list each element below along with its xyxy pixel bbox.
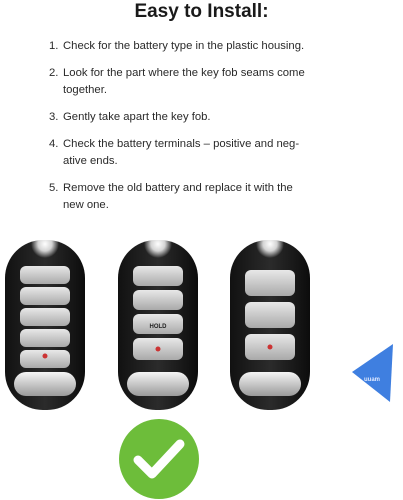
step-item-5 [49,180,349,214]
key-fob-5-button [5,232,85,410]
step-number: 1. [49,40,59,52]
step-text-continued: together. [63,84,107,96]
step-number: 2. [49,67,59,79]
step-item-3 [49,109,349,126]
checkmark-icon [118,418,200,500]
step-number: 5. [49,182,59,194]
key-fob-4-button [118,232,198,410]
pry-tool-brand: uuam [363,377,381,383]
key-fob-3-button [230,232,310,410]
page-title: Easy to Install: [134,1,269,22]
fob-buttons [245,270,295,360]
hold-label: HOLD [149,324,167,330]
step-text: Remove the old battery and replace it with the [63,182,293,194]
step-text-continued: new one. [63,199,109,211]
step-item-4 [49,136,349,170]
step-text: Check for the battery type in the plastic housing. [63,40,305,52]
step-text: Check the battery terminals – positive and neg- [63,138,300,150]
fob-buttons [20,266,70,368]
step-text-continued: ative ends. [63,155,118,167]
step-number: 4. [49,138,59,150]
install-steps-list [49,38,349,224]
step-text: Gently take apart the key fob. [63,111,211,123]
step-number: 3. [49,111,59,123]
step-text: Look for the part where the key fob seams come [63,67,305,79]
pry-tool-icon [352,344,393,402]
step-item-1 [49,38,349,55]
key-fobs-illustration [0,232,403,412]
step-item-2 [49,65,349,99]
